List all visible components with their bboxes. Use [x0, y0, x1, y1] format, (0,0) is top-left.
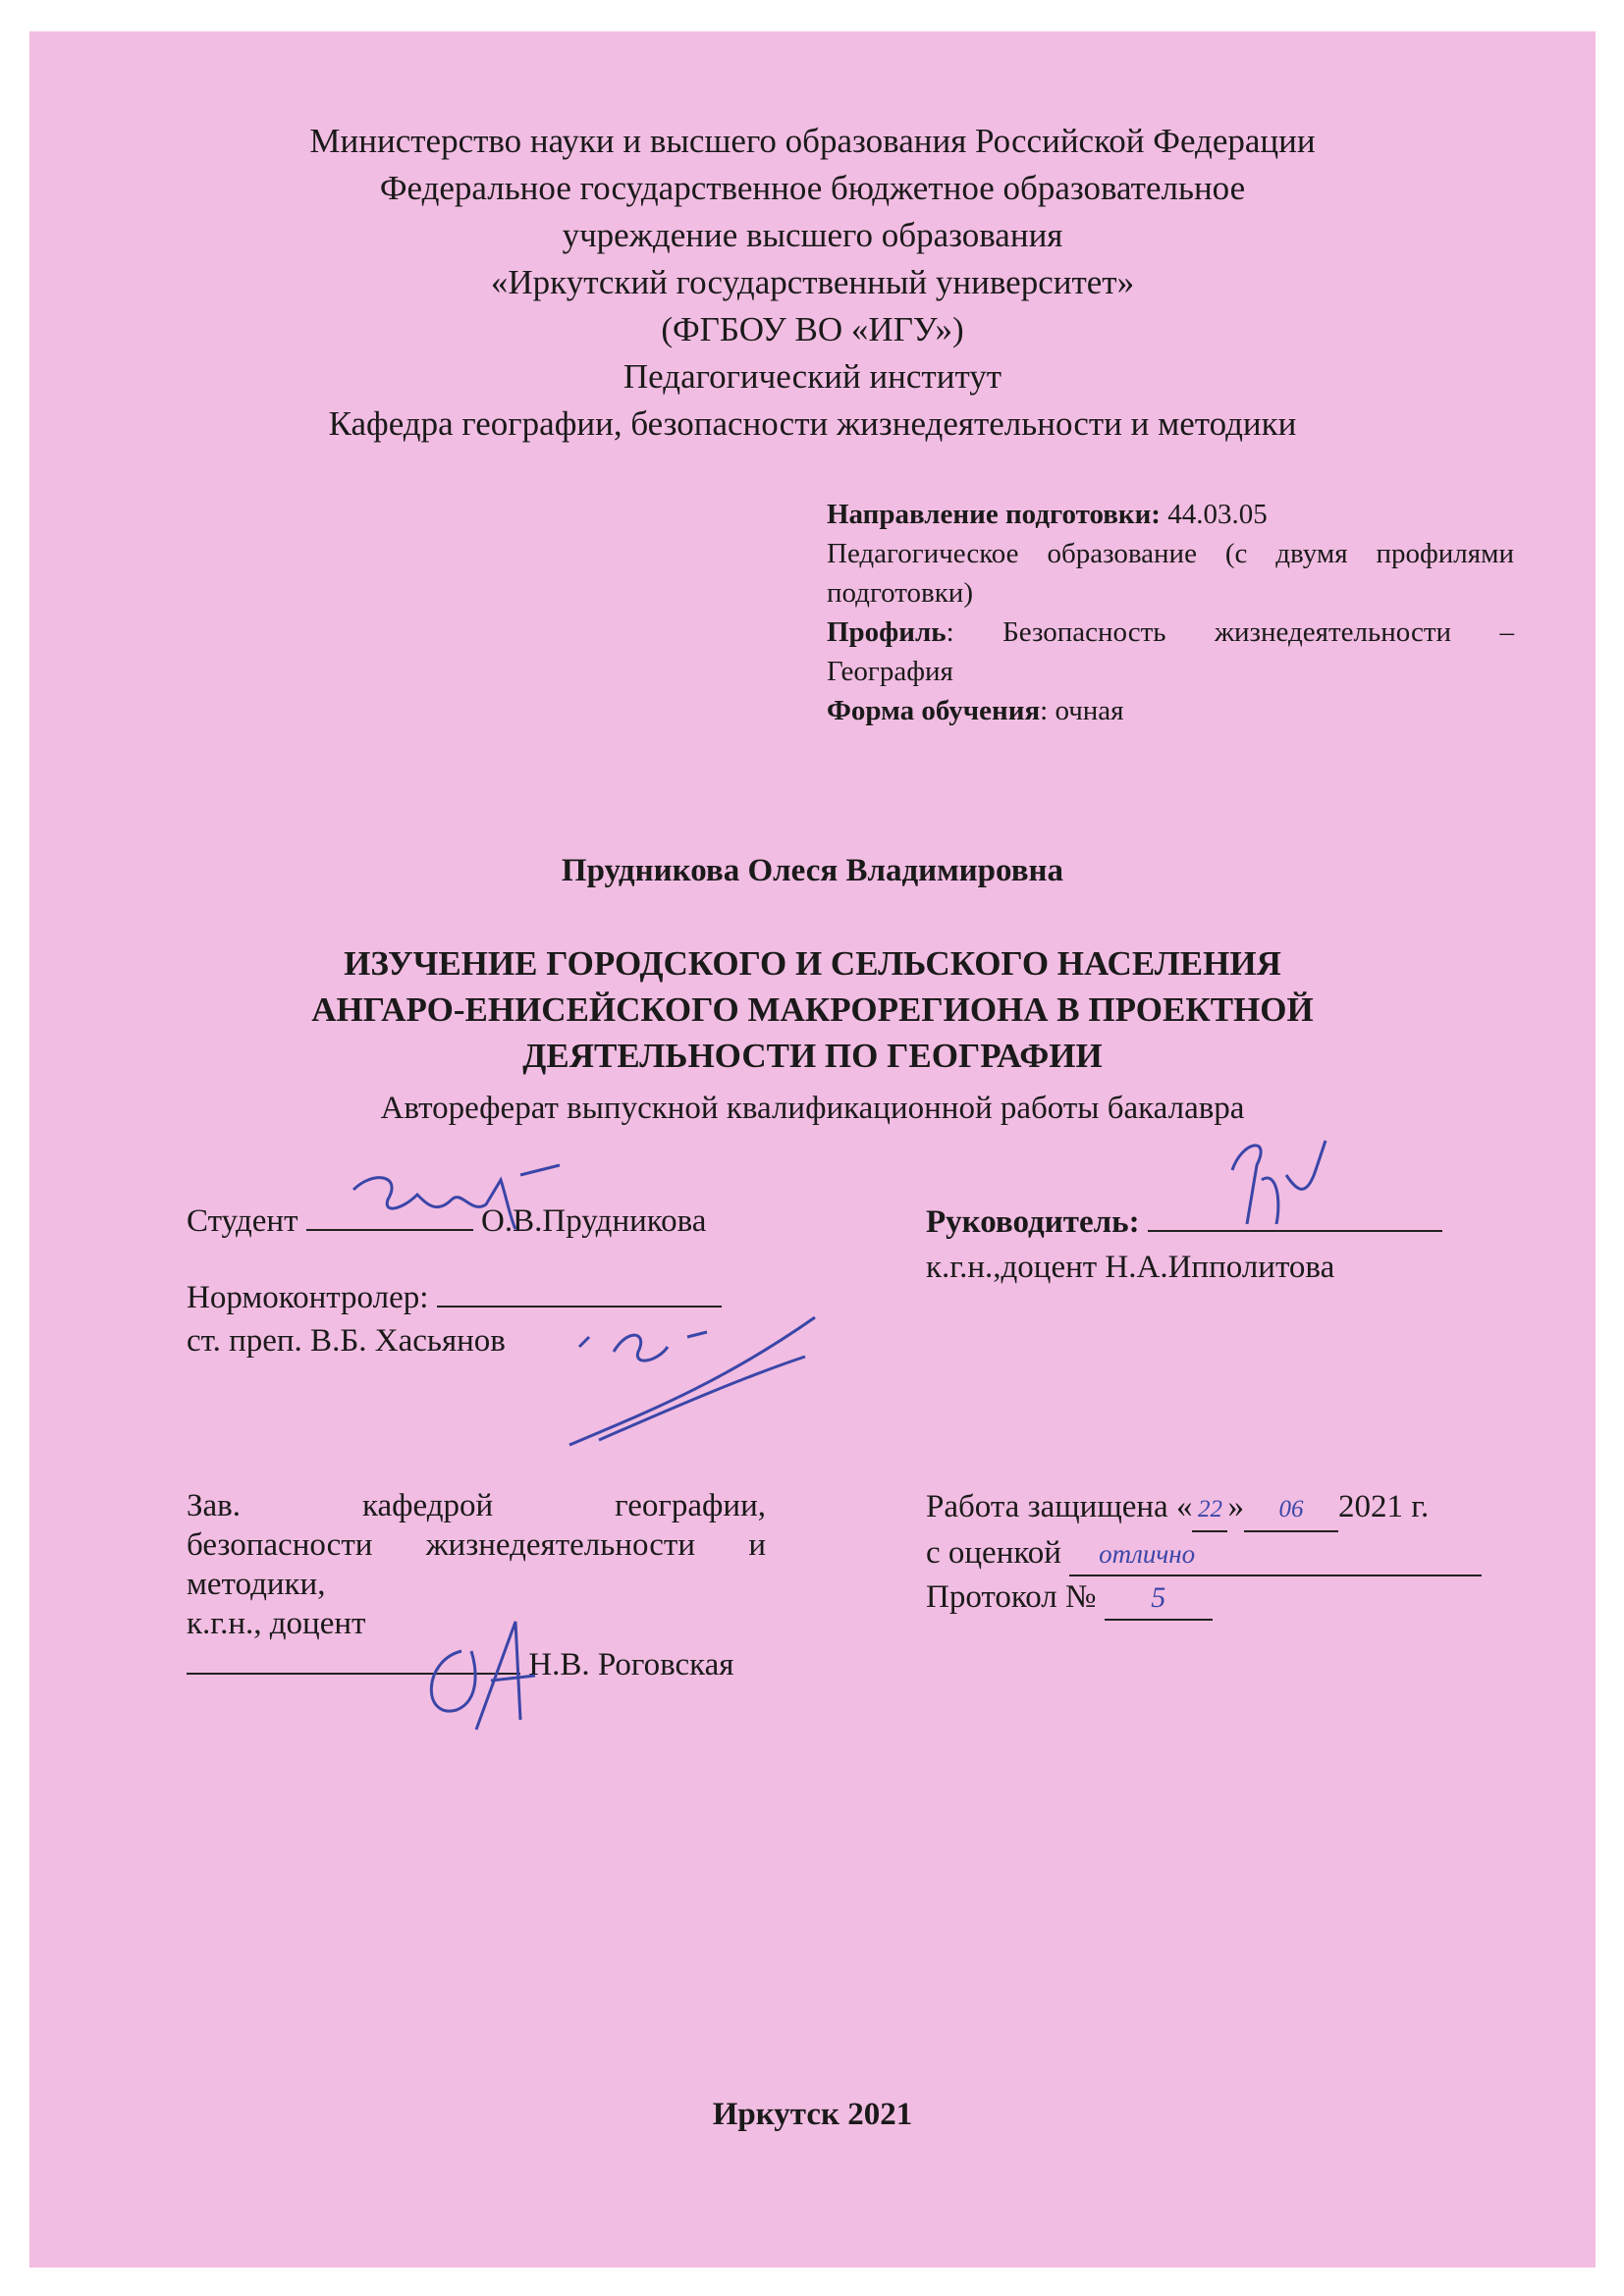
normocontrol-signature — [560, 1308, 825, 1455]
supervisor-label: Руководитель: — [926, 1204, 1140, 1240]
supervisor-signature — [1218, 1131, 1335, 1239]
defense-month: 06 — [1244, 1489, 1338, 1532]
grade-label: с оценкой — [926, 1535, 1061, 1571]
author-name: Прудникова Олеся Владимировна — [561, 853, 1064, 888]
direction-code: 44.03.05 — [1160, 499, 1268, 530]
header-line: Педагогический институт — [623, 357, 1002, 396]
head-line: методики, — [187, 1567, 326, 1602]
normocontrol-label: Нормоконтролер: — [187, 1280, 429, 1315]
header-line: учреждение высшего образования — [562, 216, 1063, 254]
supervisor-block — [926, 1200, 1442, 1290]
defense-day: 22 — [1192, 1489, 1227, 1532]
protocol-value: 5 — [1105, 1577, 1213, 1621]
head-signature — [403, 1612, 550, 1739]
head-name: Н.В. Роговская — [528, 1647, 734, 1682]
direction-text: Педагогическое образование (с двумя профилями — [827, 538, 1514, 569]
profile-row — [827, 613, 1514, 652]
form-value: : очная — [1040, 695, 1124, 726]
defense-prefix: Работа защищена « — [926, 1489, 1193, 1524]
direction-label: Направление подготовки: — [827, 499, 1161, 530]
protocol-label: Протокол № — [926, 1579, 1097, 1615]
supervisor-name: к.г.н.,доцент Н.А.Ипполитова — [926, 1250, 1335, 1285]
grade-value: отлично — [1069, 1533, 1482, 1576]
document-page — [29, 31, 1596, 2268]
form-row — [827, 691, 1514, 730]
normocontrol-signature-line — [437, 1276, 722, 1308]
head-line: к.г.н., доцент — [187, 1606, 366, 1641]
direction-row — [827, 495, 1514, 534]
header-line: Министерство науки и высшего образования Российской Федерации — [309, 122, 1316, 160]
student-label: Студент — [187, 1203, 298, 1239]
profile-text-cont: География — [827, 656, 953, 687]
direction-text-cont: подготовки) — [827, 577, 973, 609]
institution-header — [29, 118, 1596, 448]
form-label: Форма обучения — [827, 695, 1041, 726]
header-line: Федеральное государственное бюджетное образовательное — [379, 169, 1246, 207]
header-line: «Иркутский государственный университет» — [490, 263, 1135, 301]
study-info — [827, 495, 1514, 730]
defense-block — [926, 1486, 1515, 1621]
title-line: ДЕЯТЕЛЬНОСТИ ПО ГЕОГРАФИИ — [522, 1037, 1103, 1075]
header-line: Кафедра географии, безопасности жизнедеятельности и методики — [328, 404, 1297, 443]
city-year-footer: Иркутск 2021 — [712, 2097, 913, 2132]
student-signature — [344, 1160, 569, 1239]
work-title — [29, 940, 1596, 1079]
student-name: О.В.Прудникова — [481, 1203, 707, 1239]
profile-label: Профиль — [827, 616, 947, 648]
defense-year: 2021 г. — [1337, 1489, 1430, 1524]
normocontrol-name: ст. преп. В.Б. Хасьянов — [187, 1323, 506, 1359]
profile-text: : Безопасность жизнедеятельности – — [946, 616, 1514, 648]
title-line: ИЗУЧЕНИЕ ГОРОДСКОГО И СЕЛЬСКОГО НАСЕЛЕНИЯ — [344, 944, 1281, 983]
head-line: Зав. кафедрой географии, — [187, 1488, 766, 1523]
header-line: (ФГБОУ ВО «ИГУ») — [661, 310, 964, 348]
title-line: АНГАРО-ЕНИСЕЙСКОГО МАКРОРЕГИОНА В ПРОЕКТНОЙ — [311, 990, 1314, 1029]
work-subtitle: Автореферат выпускной квалификационной работы бакалавра — [380, 1091, 1245, 1126]
head-line: безопасности жизнедеятельности и — [187, 1527, 766, 1563]
defense-mid: » — [1227, 1489, 1244, 1524]
